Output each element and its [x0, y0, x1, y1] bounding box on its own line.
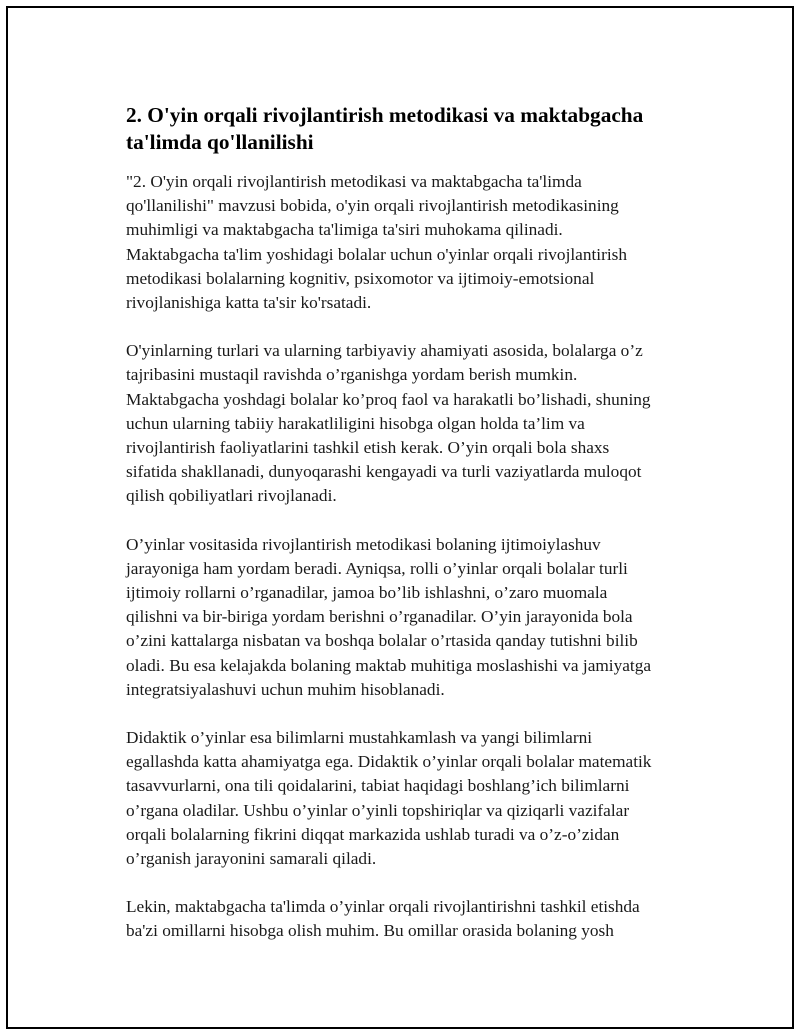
- text-line: Lekin, maktabgacha ta'limda o’yinlar orqali rivojlantirishni tashkil etishda: [126, 897, 640, 917]
- text-line: O'yinlarning turlari va ularning tarbiyaviy ahamiyati asosida, bolalarga o’z: [126, 341, 643, 361]
- text-line: integratsiyalashuvi uchun muhim hisoblanadi.: [126, 679, 445, 699]
- text-line: qilish qobiliyatlari rivojlanadi.: [126, 486, 337, 506]
- text-line: tasavvurlarni, ona tili qoidalarini, tabiat haqidagi boshlang’ich bilimlarni: [126, 776, 630, 796]
- text-line: tajribasini mustaqil ravishda o’rganishga yordam berish mumkin.: [126, 365, 578, 385]
- text-line: ijtimoiy rollarni o’rganadilar, jamoa bo’lib ishlashni, o’zaro muomala: [126, 583, 608, 603]
- document-body: [126, 102, 696, 968]
- text-line: muhimligi va maktabgacha ta'limiga ta'siri muhokama qilinadi.: [126, 220, 563, 240]
- text-line: Maktabgacha yoshdagi bolalar ko’proq faol va harakatli bo’lishadi, shuning: [126, 389, 651, 409]
- text-line: Maktabgacha ta'lim yoshidagi bolalar uchun o'yinlar orqali rivojlantirish: [126, 244, 628, 264]
- text-line: qo'llanilishi" mavzusi bobida, o'yin orqali rivojlantirish metodikasining: [126, 196, 619, 216]
- text-line: rivojlantirish faoliyatlarini tashkil etish kerak. O’yin orqali bola shaxs: [126, 438, 610, 458]
- text-line: "2. O'yin orqali rivojlantirish metodikasi va maktabgacha ta'limda: [126, 172, 582, 191]
- paragraph-intro: [126, 170, 696, 315]
- section-title: [126, 102, 696, 156]
- paragraph-factors: [126, 895, 696, 943]
- text-line: uchun ularning tabiiy harakatliligini hisobga olgan holda ta’lim va: [126, 413, 585, 433]
- text-line: jarayoniga ham yordam beradi. Ayniqsa, rolli o’yinlar orqali bolalar turli: [126, 558, 628, 578]
- section-title-line: 2. O'yin orqali rivojlantirish metodikasi va maktabgacha: [126, 103, 644, 127]
- text-line: o’rganish jarayonini samarali qiladi.: [126, 849, 377, 869]
- paragraph-didactic: [126, 726, 696, 871]
- section-title-line: ta'limda qo'llanilishi: [126, 130, 314, 154]
- text-line: sifatida shakllanadi, dunyoqarashi kengayadi va turli vaziyatlarda muloqot: [126, 462, 642, 482]
- text-line: O’yinlar vositasida rivojlantirish metodikasi bolaning ijtimoiylashuv: [126, 534, 601, 554]
- text-line: orqali bolalarning fikrini diqqat markazida ushlab turadi va o’z-o’zidan: [126, 824, 620, 844]
- text-line: metodikasi bolalarning kognitiv, psixomotor va ijtimoiy-emotsional: [126, 268, 595, 288]
- text-line: qilishni va bir-biriga yordam berishni o’rganadilar. O’yin jarayonida bola: [126, 607, 633, 627]
- text-line: rivojlanishiga katta ta'sir ko'rsatadi.: [126, 293, 372, 313]
- text-line: o’zini kattalarga nisbatan va boshqa bolalar o’rtasida qanday tutishni bilib: [126, 631, 638, 651]
- page-frame: [6, 6, 794, 1029]
- text-line: egallashda katta ahamiyatga ega. Didaktik o’yinlar orqali bolalar matematik: [126, 752, 652, 772]
- text-line: ba'zi omillarni hisobga olish muhim. Bu omillar orasida bolaning yosh: [126, 921, 614, 941]
- text-line: o’rgana oladilar. Ushbu o’yinlar o’yinli topshiriqlar va qiziqarli vazifalar: [126, 800, 630, 820]
- text-line: Didaktik o’yinlar esa bilimlarni mustahkamlash va yangi bilimlarni: [126, 728, 593, 748]
- paragraph-game-types: [126, 339, 696, 508]
- paragraph-socialization: [126, 533, 696, 702]
- text-line: oladi. Bu esa kelajakda bolaning maktab muhitiga moslashishi va jamiyatga: [126, 655, 652, 675]
